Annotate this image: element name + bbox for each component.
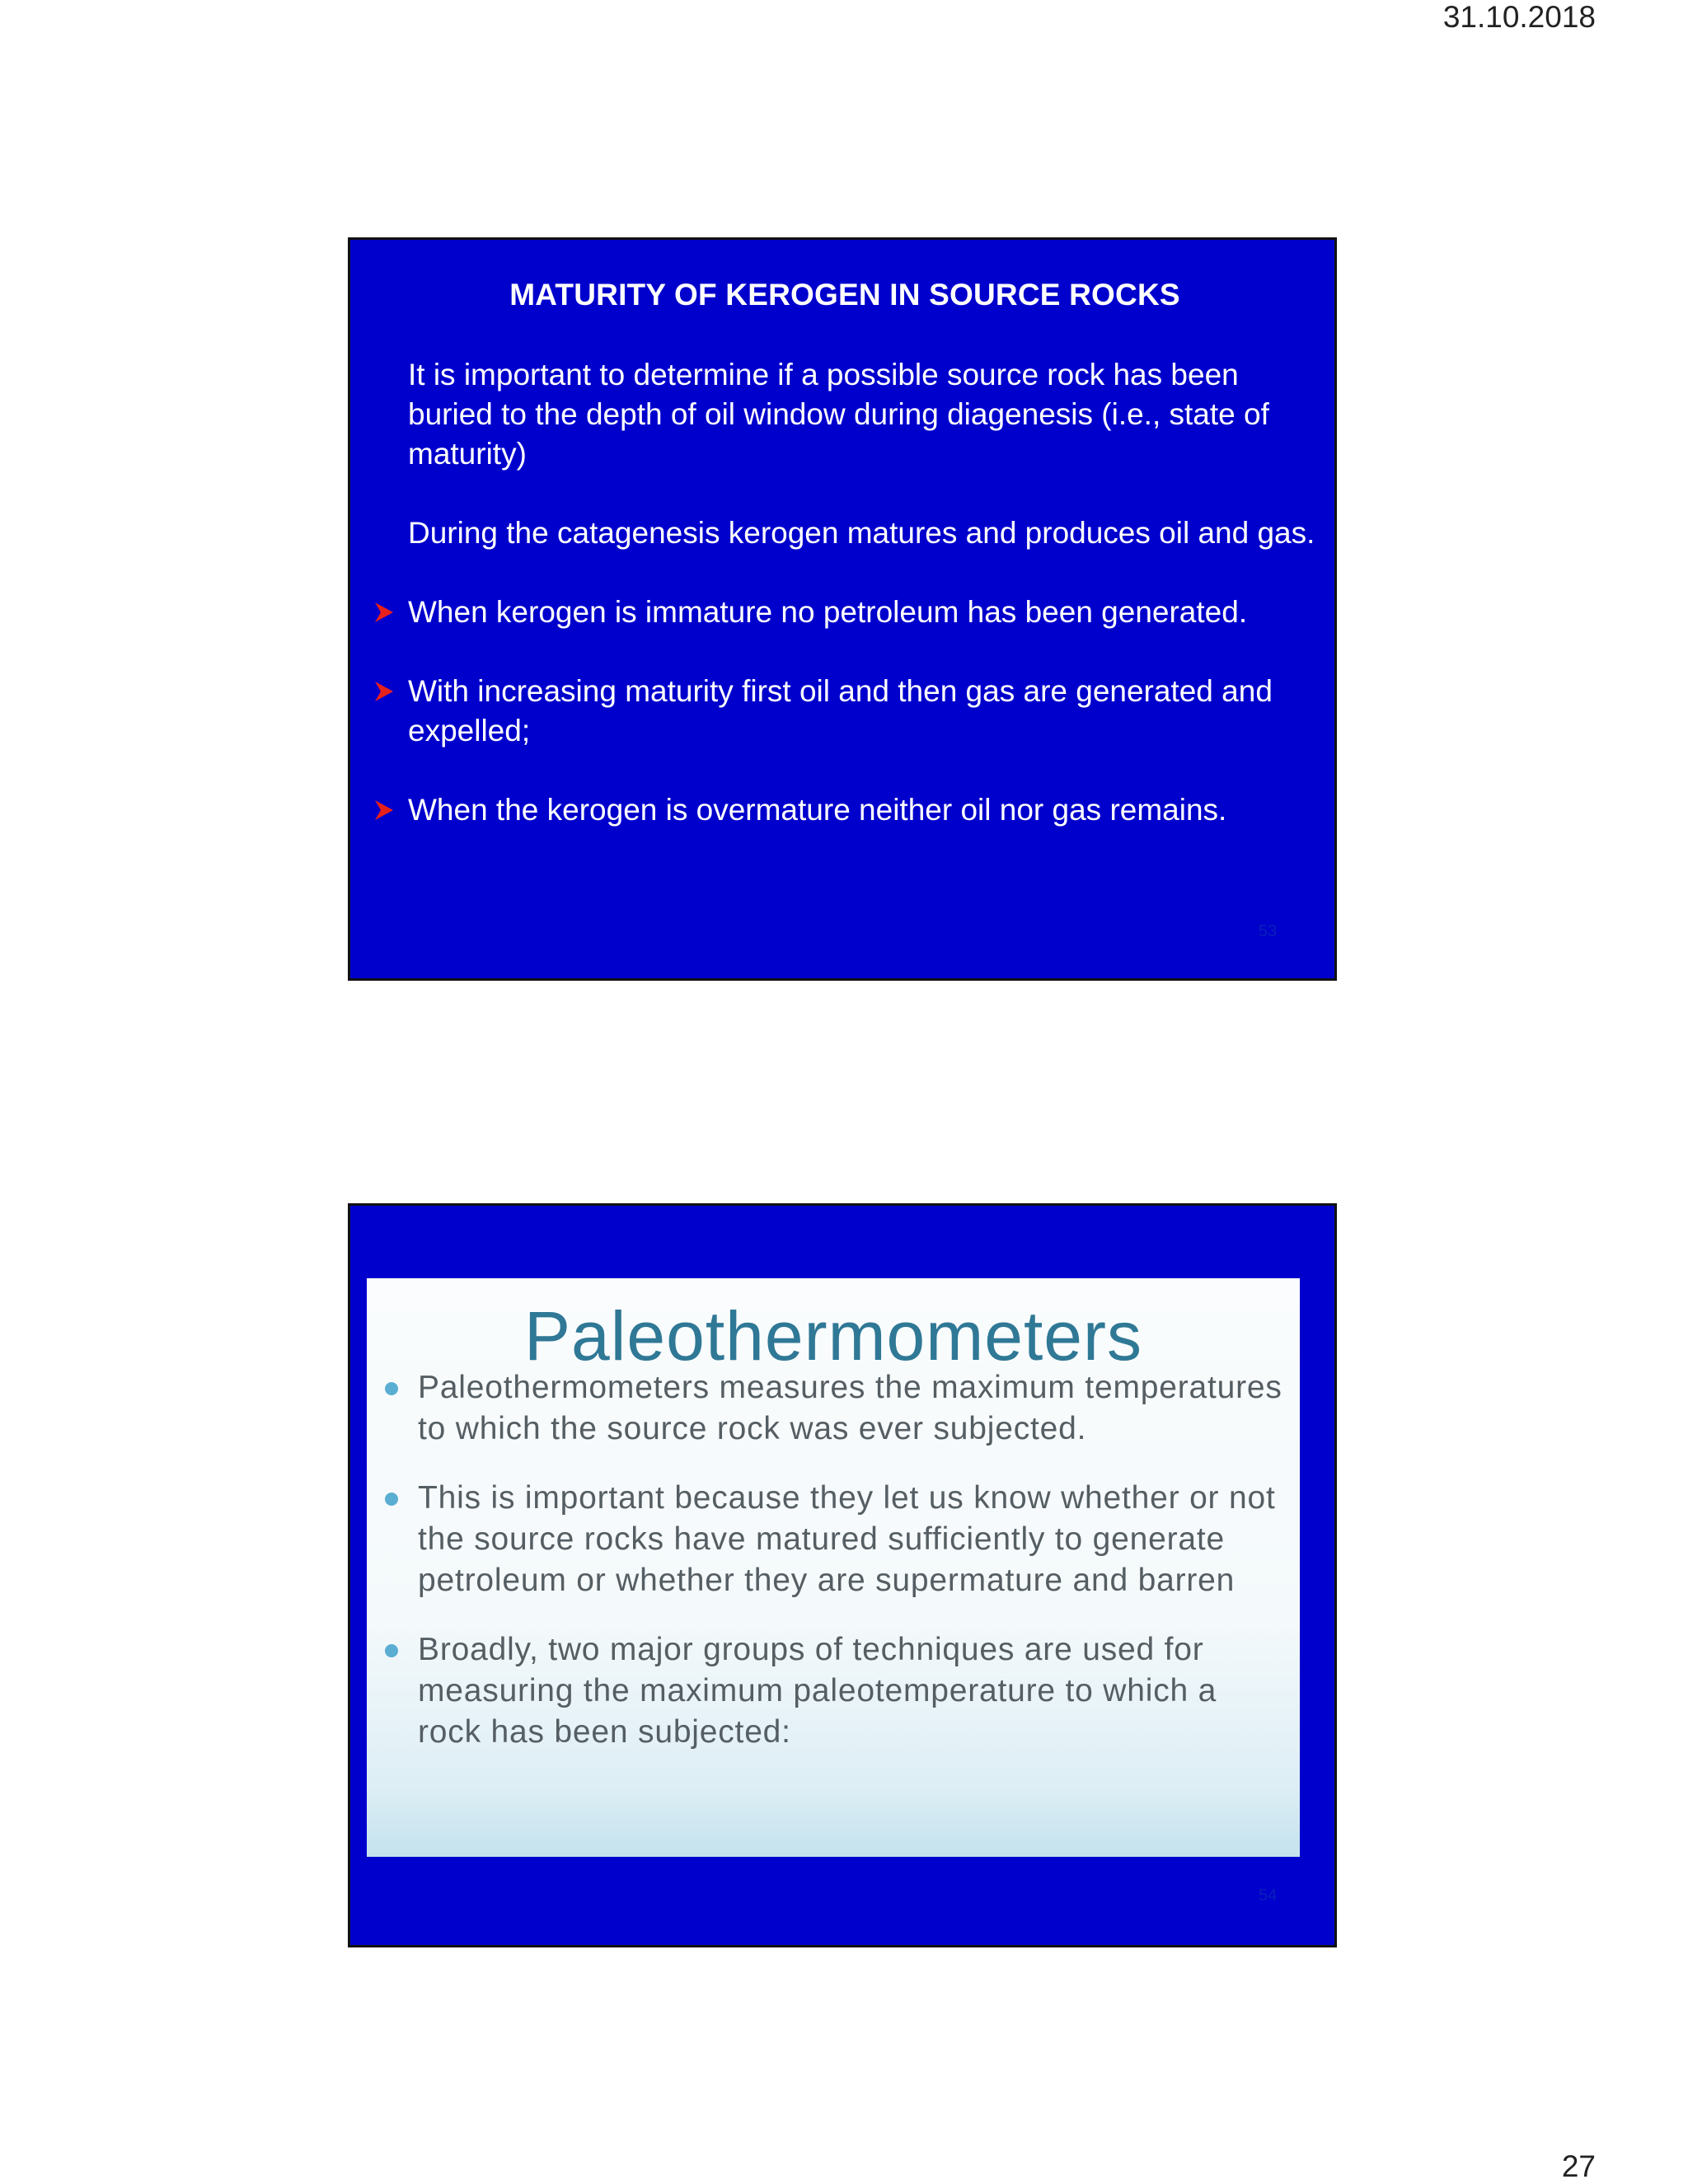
arrow-bullet-icon (373, 680, 395, 703)
bullet-item (408, 593, 1323, 632)
dot-bullet-icon (385, 1382, 398, 1395)
bullet-item (418, 1478, 1283, 1601)
slide-number: 54 (1259, 1886, 1278, 1905)
page-number: 27 (1561, 2149, 1596, 2183)
slide-title: Paleothermometers (524, 1297, 1142, 1375)
dot-bullet-icon (385, 1493, 398, 1506)
bullet-text: With increasing maturity first oil and then gas are generated and expelled; (408, 674, 1273, 748)
slide-body (408, 355, 1323, 830)
slide-53 (348, 237, 1337, 981)
slide-paragraph: It is important to determine if a possible source rock has been buried to the depth of oil window during diagenesis (i.e., state of maturity) (408, 358, 1269, 471)
bullet-item (418, 1367, 1283, 1450)
slide-number: 53 (1259, 922, 1278, 940)
slide-title: MATURITY OF KEROGEN IN SOURCE ROCKS (509, 278, 1180, 312)
bullet-text: Paleothermometers measures the maximum temperatures to which the source rock was ever subjected. (418, 1370, 1282, 1446)
bullet-text: When the kerogen is overmature neither oil nor gas remains. (408, 793, 1227, 827)
arrow-bullet-icon (373, 601, 395, 624)
bullet-text: Broadly, two major groups of techniques are used for measuring the maximum paleotemperature to which a rock has been subjected: (418, 1632, 1217, 1750)
slide-54 (348, 1203, 1337, 1947)
bullet-text: When kerogen is immature no petroleum has been generated. (408, 595, 1248, 629)
bullet-text: This is important because they let us know whether or not the source rocks have matured sufficiently to generate petroleum or whether they are supermature and barren (418, 1480, 1276, 1598)
dot-bullet-icon (385, 1644, 398, 1657)
page-date: 31.10.2018 (1442, 0, 1596, 34)
arrow-bullet-icon (373, 799, 395, 822)
bullet-item (418, 1629, 1283, 1753)
bullet-item (408, 790, 1323, 830)
slide-image-panel (367, 1278, 1300, 1857)
slide-paragraph: During the catagenesis kerogen matures and produces oil and gas. (408, 516, 1315, 550)
bullet-item (408, 672, 1323, 751)
slide-body (418, 1367, 1283, 1753)
